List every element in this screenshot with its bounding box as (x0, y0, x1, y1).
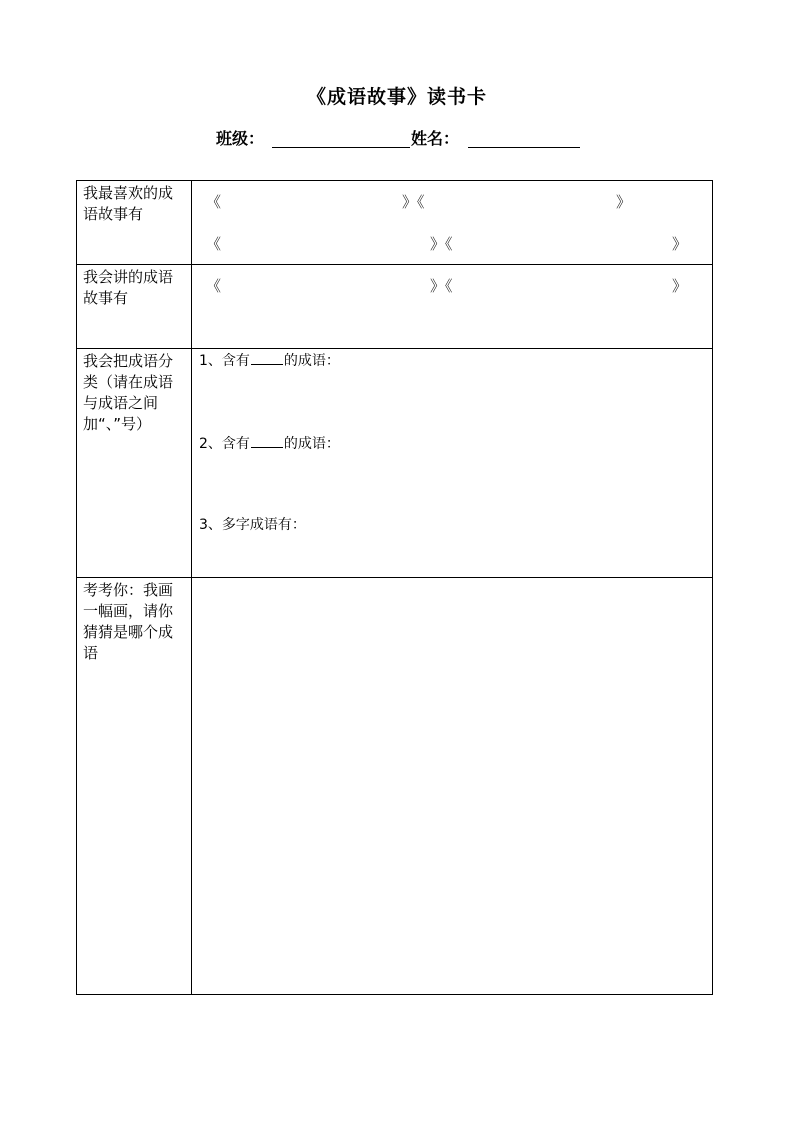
classify-item-suffix: 的成语： (283, 436, 340, 452)
classify-item-prefix: 2、含有 (199, 436, 250, 452)
drawing-area-cell[interactable] (192, 578, 713, 995)
table-row (77, 265, 713, 349)
student-info-line (0, 127, 794, 153)
can-tell-stories-cell[interactable] (192, 265, 713, 349)
row-label-cell (77, 181, 192, 265)
fill-blank[interactable] (251, 350, 283, 365)
book-bracket-open: 《 (206, 193, 222, 211)
class-blank-line[interactable] (272, 147, 410, 148)
card-title: 《成语故事》读书卡 (306, 86, 487, 108)
can-tell-stories-label: 我会讲的成语故事有 (83, 268, 174, 307)
book-bracket-close: 》 (672, 277, 688, 295)
name-blank-line[interactable] (468, 147, 580, 148)
book-bracket-mid: 》《 (430, 277, 453, 295)
classify-item (199, 515, 306, 535)
book-bracket-mid: 》《 (430, 235, 453, 253)
classify-idioms-label: 我会把成语分类（请在成语与成语之间加“、”号） (83, 352, 174, 433)
drawing-quiz-label: 考考你：我画一幅画，请你猜猜是哪个成语 (83, 581, 174, 662)
classify-item-prefix: 3、多字成语有： (199, 517, 306, 533)
fill-blank[interactable] (251, 433, 283, 448)
row-label-cell (77, 349, 192, 578)
row-label-cell (77, 578, 192, 995)
table-row (77, 181, 713, 265)
book-bracket-open: 《 (206, 277, 222, 295)
name-label: 姓名： (411, 129, 460, 148)
classify-idioms-cell[interactable] (192, 349, 713, 578)
table-row (77, 578, 713, 995)
favorite-stories-cell[interactable] (192, 181, 713, 265)
book-bracket-open: 《 (206, 235, 222, 253)
classify-item-suffix: 的成语： (283, 353, 340, 369)
classify-item (199, 350, 340, 371)
class-label: 班级： (216, 129, 265, 148)
book-bracket-close: 》 (672, 235, 688, 253)
classify-item-prefix: 1、含有 (199, 353, 250, 369)
reading-card-table (76, 180, 713, 995)
book-bracket-close: 》 (616, 193, 632, 211)
classify-item (199, 433, 340, 454)
row-label-cell (77, 265, 192, 349)
table-row (77, 349, 713, 578)
book-bracket-mid: 》《 (402, 193, 425, 211)
favorite-stories-label: 我最喜欢的成语故事有 (83, 184, 174, 223)
